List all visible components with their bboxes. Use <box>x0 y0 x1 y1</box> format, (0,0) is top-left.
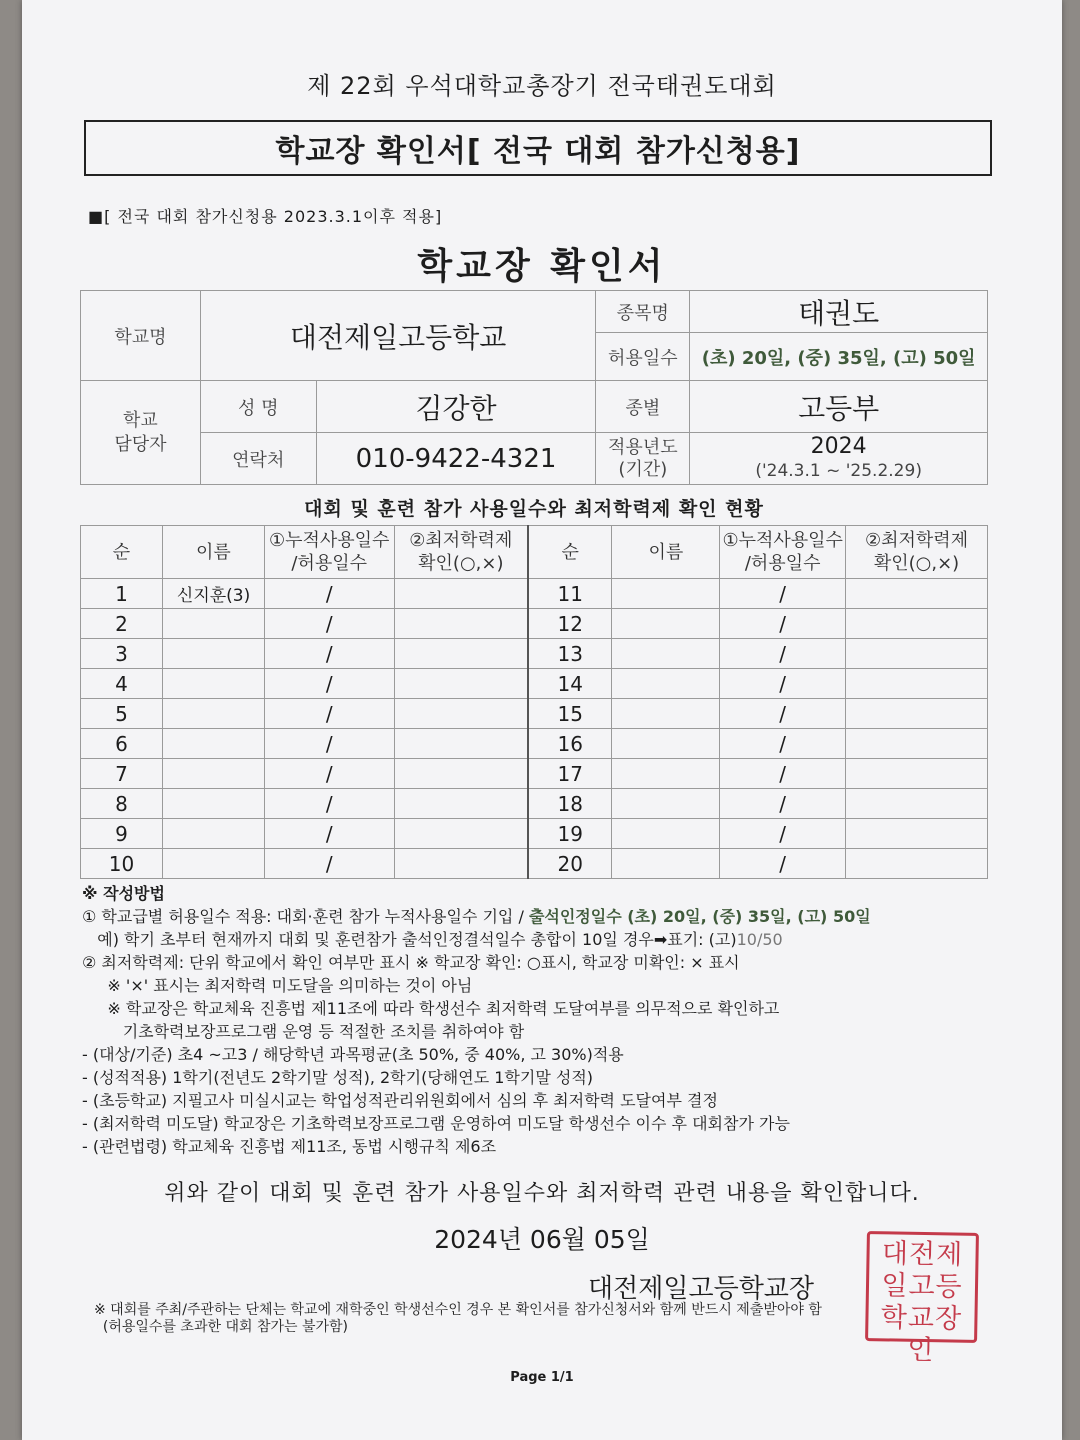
row-min-check <box>394 609 528 639</box>
row-days: / <box>264 759 394 789</box>
row-min-check <box>846 729 988 759</box>
row-number: 5 <box>81 699 163 729</box>
row-days: / <box>720 609 846 639</box>
instruction-example: 10/50 <box>736 930 783 949</box>
row-name <box>162 699 264 729</box>
table-row <box>81 729 988 759</box>
row-days: / <box>264 639 394 669</box>
row-name <box>162 669 264 699</box>
event-title: 제 22회 우석대학교총장기 전국태권도대회 <box>307 72 777 100</box>
instruction-line: - (대상/기준) 초4 ~고3 / 해당학년 과목평균(초 50%, 중 40%, 고 30%)적용 <box>82 1045 624 1064</box>
issue-date: 2024년 06월 05일 <box>434 1225 650 1254</box>
row-min-check <box>394 759 528 789</box>
row-days: / <box>264 609 394 639</box>
row-name: 신지훈(3) <box>162 579 264 609</box>
instruction-line: ※ 학교장은 학교체육 진흥법 제11조에 따라 학생선수 최저학력 도달여부를 의무적으로 확인하고 <box>82 999 780 1018</box>
document-title: 학교장 확인서[ 전국 대회 참가신청용] <box>275 134 801 169</box>
table-row <box>81 669 988 699</box>
sport-label: 종목명 <box>596 291 690 333</box>
allowed-days-label: 허용일수 <box>596 333 690 381</box>
participation-table <box>80 525 988 879</box>
row-number: 6 <box>81 729 163 759</box>
applicability-note: ■[ 전국 대회 참가신청용 2023.3.1이후 적용] <box>88 207 443 226</box>
footnote-line: (허용일수를 초과한 대회 참가는 불가함) <box>94 1319 349 1335</box>
row-min-check <box>846 609 988 639</box>
row-days: / <box>264 669 394 699</box>
row-name <box>612 789 720 819</box>
row-name <box>612 609 720 639</box>
year-label: 적용년도 (기간) <box>596 433 690 485</box>
header-days: ①누적사용일수 /허용일수 <box>264 526 394 579</box>
division-label: 종별 <box>596 381 690 433</box>
row-days: / <box>720 729 846 759</box>
name-value: 김강한 <box>316 381 596 433</box>
row-number: 1 <box>81 579 163 609</box>
row-number: 17 <box>528 759 612 789</box>
contact-value: 010-9422-4321 <box>316 433 596 485</box>
row-number: 11 <box>528 579 612 609</box>
row-days: / <box>264 849 394 879</box>
instruction-line: 기초학력보장프로그램 운영 등 적절한 조치를 취하여야 함 <box>82 1022 525 1041</box>
table-row <box>81 639 988 669</box>
instructions-heading: ※ 작성방법 <box>82 884 165 903</box>
header-days: ①누적사용일수 /허용일수 <box>720 526 846 579</box>
contact-label: 연락처 <box>200 433 316 485</box>
row-name <box>612 579 720 609</box>
table-row <box>81 699 988 729</box>
row-number: 3 <box>81 639 163 669</box>
row-name <box>612 819 720 849</box>
year-period: ('24.3.1 ~ '25.2.29) <box>755 460 922 481</box>
row-number: 16 <box>528 729 612 759</box>
row-number: 18 <box>528 789 612 819</box>
instruction-text: 예) 학기 초부터 현재까지 대회 및 훈련참가 출석인정결석일수 총합이 10일 경우➡표기: (고) <box>82 930 737 949</box>
form-title: 학교장 확인서 <box>417 246 667 287</box>
table-row <box>81 759 988 789</box>
row-days: / <box>720 669 846 699</box>
page-number: Page 1/1 <box>510 1370 574 1385</box>
instruction-highlight: 출석인정일수 (초) 20일, (중) 35일, (고) 50일 <box>528 907 871 926</box>
row-min-check <box>394 789 528 819</box>
header-name: 이름 <box>162 526 264 579</box>
row-days: / <box>264 729 394 759</box>
header-no: 순 <box>528 526 612 579</box>
row-number: 4 <box>81 669 163 699</box>
table-row <box>81 609 988 639</box>
row-min-check <box>394 729 528 759</box>
row-min-check <box>846 669 988 699</box>
row-min-check <box>846 759 988 789</box>
school-info-table <box>80 290 988 485</box>
row-number: 20 <box>528 849 612 879</box>
table-header-row <box>81 526 988 579</box>
row-min-check <box>846 639 988 669</box>
table-row <box>81 849 988 879</box>
row-name <box>612 639 720 669</box>
row-days: / <box>720 639 846 669</box>
header-name: 이름 <box>612 526 720 579</box>
status-section-title: 대회 및 훈련 참가 사용일수와 최저학력제 확인 현황 <box>304 498 764 520</box>
row-number: 12 <box>528 609 612 639</box>
row-number: 10 <box>81 849 163 879</box>
confirmation-statement: 위와 같이 대회 및 훈련 참가 사용일수와 최저학력 관련 내용을 확인합니다. <box>164 1181 920 1206</box>
row-name <box>162 819 264 849</box>
name-label: 성 명 <box>200 381 316 433</box>
row-min-check <box>394 639 528 669</box>
row-number: 9 <box>81 819 163 849</box>
instruction-line: - (성적적용) 1학기(전년도 2학기말 성적), 2학기(당해연도 1학기말 성적) <box>82 1068 594 1087</box>
document-title-box <box>84 120 992 176</box>
instruction-line: - (최저학력 미도달) 학교장은 기초학력보장프로그램 운영하여 미도달 학생선수 이수 후 대회참가 가능 <box>82 1114 790 1133</box>
row-days: / <box>720 789 846 819</box>
row-min-check <box>394 669 528 699</box>
row-number: 2 <box>81 609 163 639</box>
header-min: ②최저학력제 확인(○,×) <box>394 526 528 579</box>
header-min: ②최저학력제 확인(○,×) <box>846 526 988 579</box>
row-min-check <box>394 849 528 879</box>
row-min-check <box>846 819 988 849</box>
row-name <box>162 789 264 819</box>
row-min-check <box>846 579 988 609</box>
row-number: 14 <box>528 669 612 699</box>
row-number: 13 <box>528 639 612 669</box>
footnote-line: ※ 대회를 주최/주관하는 단체는 학교에 재학중인 학생선수인 경우 본 확인서를 참가신청서와 함께 반드시 제출받아야 함 <box>94 1302 822 1318</box>
footnote <box>94 1302 994 1336</box>
school-name-label: 학교명 <box>81 291 201 381</box>
table-row <box>81 789 988 819</box>
instructions <box>82 882 1002 1158</box>
row-number: 15 <box>528 699 612 729</box>
row-name <box>162 639 264 669</box>
instruction-line <box>82 905 1002 928</box>
sport-value: 태권도 <box>690 291 988 333</box>
row-days: / <box>264 699 394 729</box>
row-min-check <box>846 699 988 729</box>
row-days: / <box>720 579 846 609</box>
instruction-line: - (초등학교) 지필고사 미실시교는 학업성적관리위원회에서 심의 후 최저학력 도달여부 결정 <box>82 1091 718 1110</box>
instruction-text: ① 학교급별 허용일수 적용: 대회·훈련 참가 누적사용일수 기입 / <box>82 907 529 926</box>
row-min-check <box>394 579 528 609</box>
instruction-line <box>82 928 1002 951</box>
row-name <box>612 759 720 789</box>
row-days: / <box>264 579 394 609</box>
row-min-check <box>394 819 528 849</box>
row-min-check <box>394 699 528 729</box>
division-value: 고등부 <box>690 381 988 433</box>
row-days: / <box>264 789 394 819</box>
row-name <box>612 849 720 879</box>
row-name <box>162 609 264 639</box>
year-cell <box>690 433 988 485</box>
header-no: 순 <box>81 526 163 579</box>
row-name <box>162 849 264 879</box>
table-row <box>81 819 988 849</box>
row-name <box>612 699 720 729</box>
row-name <box>162 759 264 789</box>
row-days: / <box>264 819 394 849</box>
principal-signature-name: 대전제일고등학교장 <box>588 1274 815 1304</box>
row-days: / <box>720 819 846 849</box>
manager-label: 학교 담당자 <box>81 381 201 485</box>
row-number: 8 <box>81 789 163 819</box>
row-days: / <box>720 759 846 789</box>
year-value: 2024 <box>810 433 867 459</box>
instruction-line: - (관련법령) 학교체육 진흥법 제11조, 동법 시행규칙 제6조 <box>82 1137 497 1156</box>
row-name <box>162 729 264 759</box>
row-number: 7 <box>81 759 163 789</box>
row-number: 19 <box>528 819 612 849</box>
seal-text: 대전제일고등학교장인 <box>880 1238 964 1367</box>
row-min-check <box>846 849 988 879</box>
row-name <box>612 729 720 759</box>
instruction-line: ② 최저학력제: 단위 학교에서 확인 여부만 표시 ※ 학교장 확인: ○표시, 학교장 미확인: × 표시 <box>82 953 740 972</box>
school-name-value: 대전제일고등학교 <box>200 291 596 381</box>
row-min-check <box>846 789 988 819</box>
allowed-days-value: (초) 20일, (중) 35일, (고) 50일 <box>690 333 988 381</box>
row-days: / <box>720 699 846 729</box>
row-name <box>612 669 720 699</box>
document-page <box>22 0 1062 1440</box>
row-days: / <box>720 849 846 879</box>
instruction-line: ※ '×' 표시는 최저학력 미도달을 의미하는 것이 아님 <box>82 976 473 995</box>
table-row <box>81 579 988 609</box>
table-body <box>81 579 988 879</box>
